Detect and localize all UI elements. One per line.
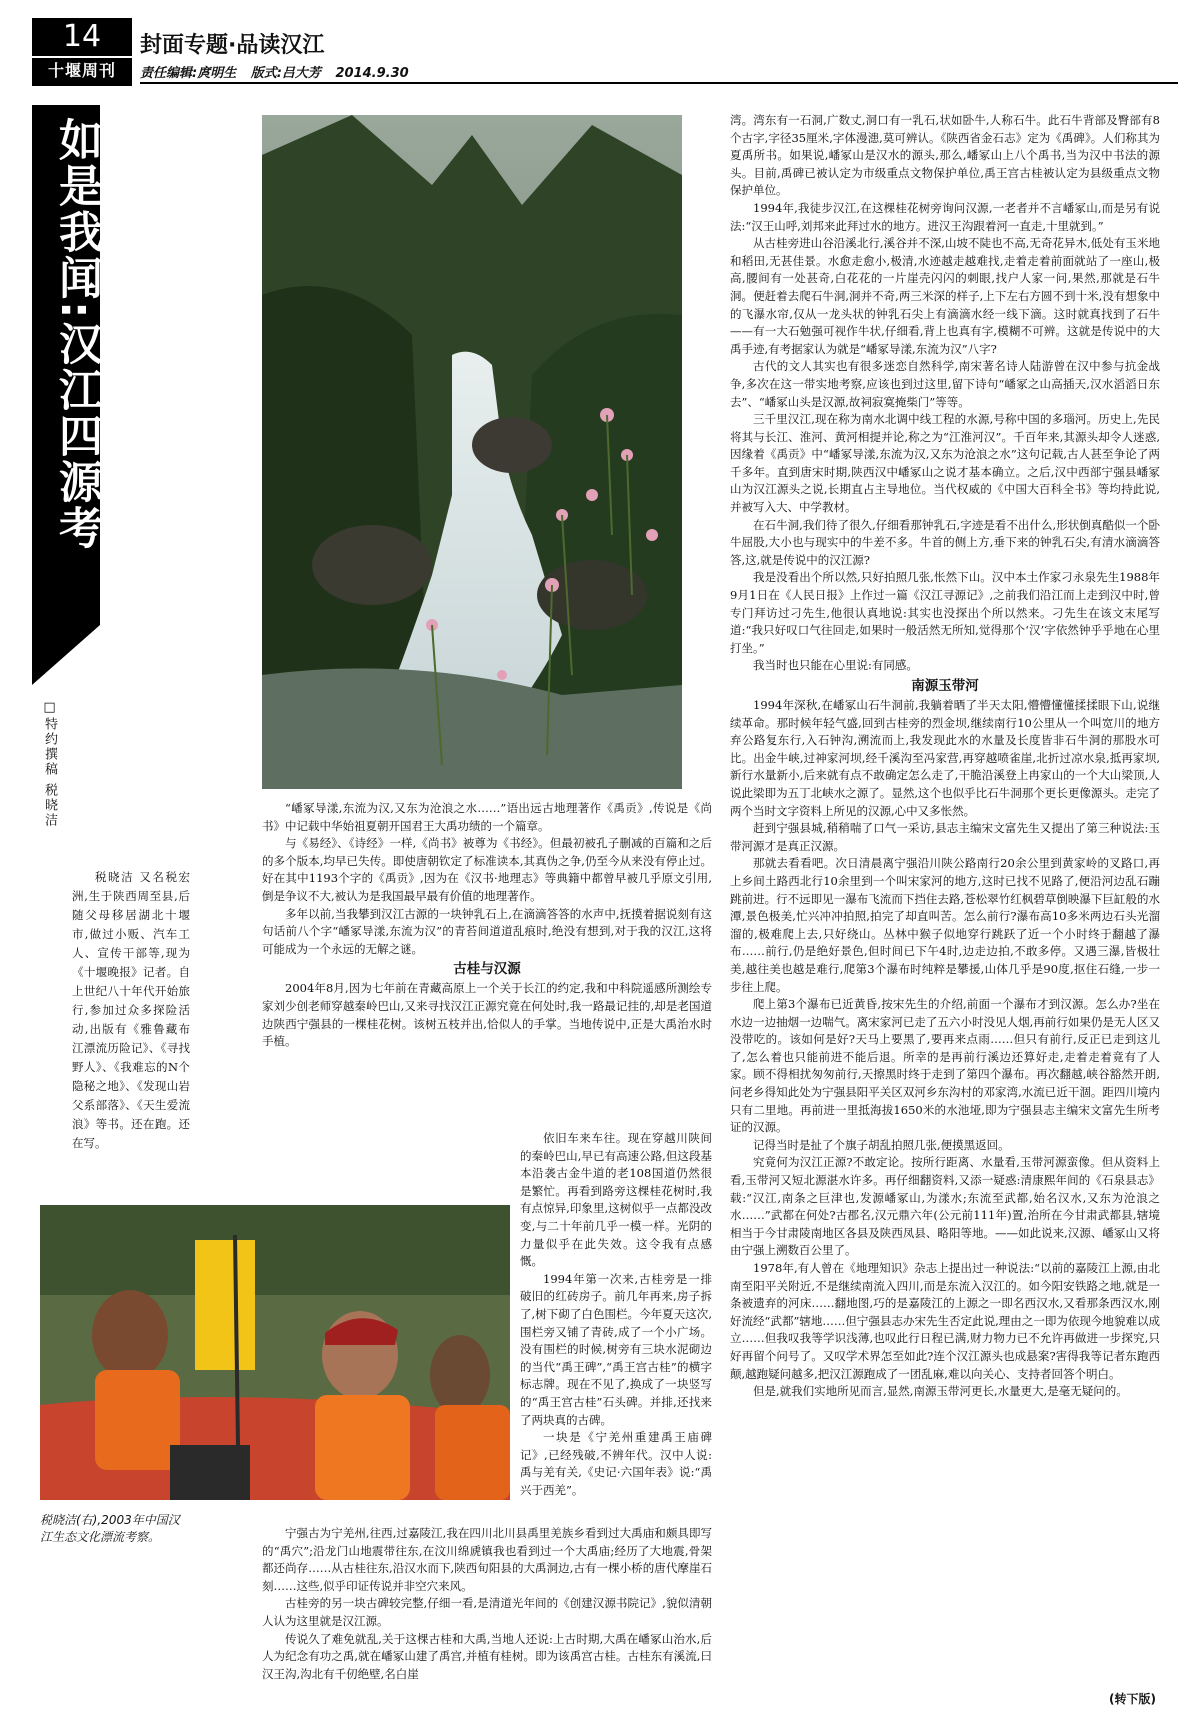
- text-column-d: [730, 112, 1160, 1401]
- paragraph: 我当时也只能在心里说:有同感。: [753, 658, 918, 673]
- paragraph: 依旧车来车往。现在穿越川陕间的秦岭巴山,早已有高速公路,但这段基本沿袭古金牛道的老108国道仍然很是繁忙。再看到路旁这棵桂花树时,我有点惊异,印象里,这树似乎一点都没改变,与二十年前几乎一模一样。光阴的力量似乎在此失效。这令我有点感慨。: [520, 1131, 712, 1269]
- section-title: 封面专题·品读汉江: [140, 33, 325, 58]
- text-column-a-narrow: [520, 1130, 712, 1499]
- paragraph: 那就去看看吧。次日清晨离宁强沿川陕公路南行20余公里到黄家岭的叉路口,再上乡间土路西北行10余里到一个叫宋家河的地方,这时已找不见路了,便沿河边乱石蹦跳前进。行不远即见一瀑布飞流而下挡住去路,苍松翠竹红枫碧草倒映瀑下巨缸般的水潭,景色极美,忙兴冲冲拍照,拍完了却直叫苦。怎么前行?瀑布高10多米两边石头光溜溜的,极难爬上去,只好绕山。丛林中猴子似地穿行跳跃了近一个小时终于翻越了瀑布……前行,仍是绝好景色,但时间已下午4时,边走边拍,不敢多停。又遇三瀑,皆极壮美,越往美也越是难行,爬第3个瀑布时纯粹是攀援,山体几乎是90度,抠住石缝,一步一步往上爬。: [730, 856, 1160, 994]
- paragraph: 1994年,我徒步汉江,在这棵桂花树旁询问汉源,一老者并不言嶓冢山,而是另有说法:“汉王山呼,刘邦来此拜过水的地方。进汉王沟跟着河一直走,十里就到。”: [730, 200, 1160, 233]
- credit-line: [140, 62, 419, 81]
- paragraph: 但是,就我们实地所见而言,显然,南源玉带河更长,水量更大,是毫无疑问的。: [753, 1384, 1128, 1399]
- paragraph: 我是没看出个所以然,只好拍照几张,怅然下山。汉中本土作家刁永泉先生1988年9月1日在《人民日报》上作过一篇《汉江寻源记》,之前我们沿江而上走到汉中时,曾专门拜访过刁先生,他很认真地说:其实也没探出个所以然来。刁先生在该文末尾写道:“我只好叹口气往回走,如果时一般活然无所知,觉得那个‘汉’字依然钟乎乎地在心里打坐。”: [730, 570, 1160, 655]
- paragraph: 从古桂旁进山谷沿溪北行,溪谷并不深,山坡不陡也不高,无奇花异木,低处有玉米地和稻田,无甚佳景。水愈走愈小,极清,水迹越走越难找,走着走着前面就站了一座山,极高,腰间有一处甚奇,白花花的一片崖壳闪闪的刺眼,找户人家一问,果然,那就是石牛洞。便赶着去爬石牛洞,洞并不奇,两三米深的样子,上下左右方圆不到十米,没有想象中的飞瀑水帘,仅从一龙头状的钟乳石尖上有滴滴水经一线下滴。这时就真找到了石牛——有一大石勉强可视作牛状,仔细看,背上也真有字,模糊不可辨。这就是传说中的大禹手迹,有考据家认为就是“嶓冢导漾,东流为汉”八字?: [730, 236, 1160, 356]
- paragraph: 湾。湾东有一石洞,广数丈,洞口有一乳石,状如卧牛,人称石牛。此石牛背部及臀部有8个古字,字径35厘米,字体漫漶,莫可辨认。《陕西省金石志》定为《禹碑》。人们称其为夏禹所书。如果说,嶓冢山是汉水的源头,那么,嶓冢山上八个禹书,当为汉中书法的源头。目前,禹碑已被认定为市级重点文物保护单位,禹王宫古桂被认定为县级重点文物保护单位。: [730, 113, 1160, 198]
- paragraph: 一块是《宁羌州重建禹王庙碑记》,已经残破,不辨年代。汉中人说:禹与羌有关,《史记·六国年表》说:“禹兴于西羌”。: [520, 1430, 712, 1497]
- paragraph: 1978年,有人曾在《地理知识》杂志上提出过一种说法:“以前的嘉陵江上源,由北南至阳平关附近,不是继续南流入四川,而是东流入汉江的。如今阳安铁路之地,就是一条被遗弃的河床……翻地图,巧的是嘉陵江的上源之一即名西汉水,又看那条西汉水,刚好流经“武都”辖地……但宁强县志办宋先生否定此说,理由之一即为依现今地貌难以成立……但我叹我等学识浅薄,也叹此行日程已满,财力物力已不允许再做进一步探究,只好再留个问号了。又叹学术界怎至如此?连个汉江源头也成悬案?害得我等记者东跑西颠,越跑疑问越多,把汉江源跑成了一团乱麻,难以向关心、支持者回答个明白。: [730, 1261, 1160, 1381]
- issue-date: 2014.9.30: [335, 66, 409, 81]
- paragraph: 究竟何为汉江正源?不敢定论。按所行距离、水量看,玉带河源蛮像。但从资料上看,玉带河又短北源湛水许多。再仔细翻资料,又添一疑惑:清康熙年间的《石泉县志》载:“汉江,南条之巨津也,发源嶓冢山,为漾水;东流至武都,始名汉水,又东为沧浪之水……”武都在何处?古郡名,汉元鼎六年(公元前111年)置,治所在今甘肃武都县,辖境相当于今甘肃陵南地区各县及陕西凤县、略阳等地。——如此说来,汉源、嶓冢山又将由宁强上溯数百公里了。: [730, 1155, 1160, 1258]
- author-bio: 税晓洁 又名税宏洲,生于陕西周至县,后随父母移居湖北十堰市,做过小贩、汽车工人、宣传干部等,现为《十堰晚报》记者。自上世纪八十年代开始旅行,参加过众多探险活动,出版有《雅鲁藏布江漂流历险记》、《寻找野人》、《我难忘的N个隐秘之地》、《发现山岩父系部落》、《天生爱流浪》等书。还在跑。还在写。: [72, 870, 190, 1150]
- paragraph: 多年以前,当我攀到汉江古源的一块钟乳石上,在滴滴答答的水声中,抚摸着据说刻有这句话前八个字“嶓冢导漾,东流为汉”的青苔间道道乱痕时,绝没有想到,对于我的汉江,这将可能成为一个永远的无解之谜。: [262, 906, 712, 956]
- paragraph: 记得当时是扯了个旗子胡乱拍照几张,便摸黑返回。: [753, 1137, 1010, 1152]
- paragraph: 2004年8月,因为七年前在青藏高原上一个关于长江的约定,我和中科院遥感所测绘专家刘少创老师穿越秦岭巴山,又来寻找汉江正源究竟在何处时,我一路最记挂的,却是老国道边陕西宁强县的一棵桂花树。该树五枝并出,恰似人的手掌。当地传说中,正是大禹治水时手植。: [262, 981, 712, 1049]
- paragraph: “嶓冢导漾,东流为汉,又东为沧浪之水……”语出远古地理著作《禹贡》,传说是《尚书》中记载中华始祖夏朝开国君王大禹功绩的一个篇章。: [262, 801, 712, 833]
- rafting-photo: [40, 1205, 510, 1500]
- paper-name: 十堰周刊: [32, 56, 132, 84]
- paragraph: 传说久了难免就乱,关于这棵古桂和大禹,当地人还说:上古时期,大禹在嶓冢山治水,后人为纪念有功之禹,就在嶓冢山建了禹宫,并植有桂树。即为该禹宫古桂。古桂东有溪流,曰汉王沟,沟北有千仞绝壁,名白崖: [262, 1631, 712, 1681]
- editor-credit: 责任编辑:庹明生: [140, 66, 237, 81]
- byline: □特约撰稿 税晓洁: [42, 700, 57, 829]
- layout-credit: 版式:吕大芳: [250, 66, 321, 81]
- paragraph: 三千里汉江,现在称为南水北调中线工程的水源,号称中国的多瑙河。历史上,先民将其与长江、淮河、黄河相提并论,称之为“江淮河汉”。千百年来,其源头却令人迷惑,因缘着《禹贡》中“嶓冢导漾,东流为汉,又东为沧浪之水”这句记载,古人甚至争论了两千多年。直到唐宋时期,陕西汉中嶓冢山之说才基本确立。之后,汉中西部宁强县嶓冢山为汉江源头之说,长期直占主导地位。当代权威的《中国大百科全书》等均持此说,并被写入大、中学教材。: [730, 412, 1160, 515]
- subhead-south-source: 南源玉带河: [911, 678, 979, 694]
- paragraph: 宁强古为宁羌州,往西,过嘉陵江,我在四川北川县禹里羌族乡看到过大禹庙和颇具即写的“禹穴”;沿龙门山地震带往东,在汶川绵虒镇我也看到过一个大禹庙;经历了大地震,骨架都还尚存……从古桂往东,沿汉水而下,陕西旬阳县的大禹洞边,古有一棵小桥的唐代摩崖石刻……这些,似乎印证传说并非空穴来风。: [262, 1526, 712, 1593]
- continued-note: (转下版): [1109, 1692, 1156, 1706]
- paragraph: 爬上第3个瀑布已近黄昏,按宋先生的介绍,前面一个瀑布才到汉源。怎么办?坐在水边一边抽烟一边喘气。离宋家河已走了五六小时没见人烟,再前行如果仍是无人区又没带吃的。该如何是好?天马上要黑了,要再来点雨……但只有前行,反正已走到这儿了,怎么着也只能前进不能后退。所幸的是再前行溪边还算好走,走着走着竟有了人家。顾不得相扰匆匆前行,天擦黑时终于走到了第四个瀑布。再次翻越,峡谷豁然开朗,问老乡得知此处为宁强县阳平关区双河乡东沟村的邓家湾,水流已近干涸。距四川境内只有二里地。再前进一里抵海拔1650米的水池垭,即为宁强县志主编宋文富先生所考证的汉源。: [730, 997, 1160, 1135]
- paragraph: 在石牛洞,我们待了很久,仔细看那钟乳石,字迹是看不出什么,形状倒真酷似一个卧牛屈股,大小也与现实中的牛差不多。牛首的侧上方,垂下来的钟乳石尖,有清水滴滴答答,这,就是传说中的汉江源?: [730, 517, 1160, 567]
- page-number: 14: [62, 19, 102, 54]
- text-column-c: [262, 1525, 712, 1683]
- paragraph: 古代的文人其实也有很多迷恋自然科学,南宋著名诗人陆游曾在汉中参与抗金战争,多次在这一带实地考察,应该也到过这里,留下诗句“嶓冢之山高插天,汉水滔滔日东去”、“嶓冢山头是汉源,故祠寂寞掩柴门”等等。: [730, 359, 1160, 409]
- paragraph: 古桂旁的另一块古碑较完整,仔细一看,是清道光年间的《创建汉源书院记》,貌似清朝人认为这里就是汉江源。: [262, 1596, 712, 1628]
- paragraph: 赶到宁强县城,稍稍喘了口气一采访,县志主编宋文富先生又提出了第三种说法:玉带河源才是真正汉源。: [730, 821, 1160, 853]
- paragraph: 1994年深秋,在嶓冢山石牛洞前,我躺着晒了半天太阳,懵懵懂懂揉揉眼下山,说继续革命。那时候年轻气盛,回到古桂旁的烈金坝,继续南行10公里从一个叫宽川的地方弃公路复东行,入石钟沟,溯流而上,我发现此水的水量及长度皆非石牛洞的那股水可比。出金牛峡,过神家河坝,经千溪沟至冯家营,再穿越喷雀崖,北折过凉水泉,抵再家坝,新行水量新小,后来就有点不敢确定怎么走了,干脆沿溪登上冉家山的一个大山梁顶,人说此梁即为五丁北峡水之源了。显然,这个也似乎比石牛洞那个更长更像源头。走完了两个当时文字资料上所见的汉源,心中又多怅然。: [730, 698, 1160, 818]
- subhead-ancient-osmanthus: 古桂与汉源: [453, 961, 521, 978]
- header-rule: [140, 82, 1178, 84]
- paragraph: 1994年第一次来,古桂旁是一排破旧的红砖房子。前几年再来,房子拆了,树下砌了白色围栏。今年夏天这次,围栏旁又铺了青砖,成了一个小广场。没有围栏的时候,树旁有三块水泥砌边的当代“禹王碑”,“禹王宫古桂”的横字标志牌。现在不见了,换成了一块竖写的“禹王宫古桂”石头碑。并排,还找来了两块真的古碑。: [520, 1271, 712, 1427]
- paragraph: 与《易经》、《诗经》一样,《尚书》被尊为《书经》。但最初被孔子删减的百篇和之后的多个版本,均早已失传。即使唐朝钦定了标准读本,其真伪之争,仍至今从来没有停止过。好在其中1193个字的《禹贡》,因为在《汉书·地理志》等典籍中都曾早被几乎原文引用,倒是争议不大,被认为是我国最早最有价值的地理著作。: [262, 836, 712, 903]
- photo-caption: 税晓洁(右),2003年中国汉江生态文化漂流考察。: [40, 1513, 180, 1544]
- text-column-a: [262, 800, 712, 1051]
- waterfall-photo: [262, 115, 682, 789]
- headline: 如是我闻:汉江四源考: [51, 117, 102, 551]
- headline-banner: [32, 105, 100, 625]
- page-number-box: [32, 18, 132, 86]
